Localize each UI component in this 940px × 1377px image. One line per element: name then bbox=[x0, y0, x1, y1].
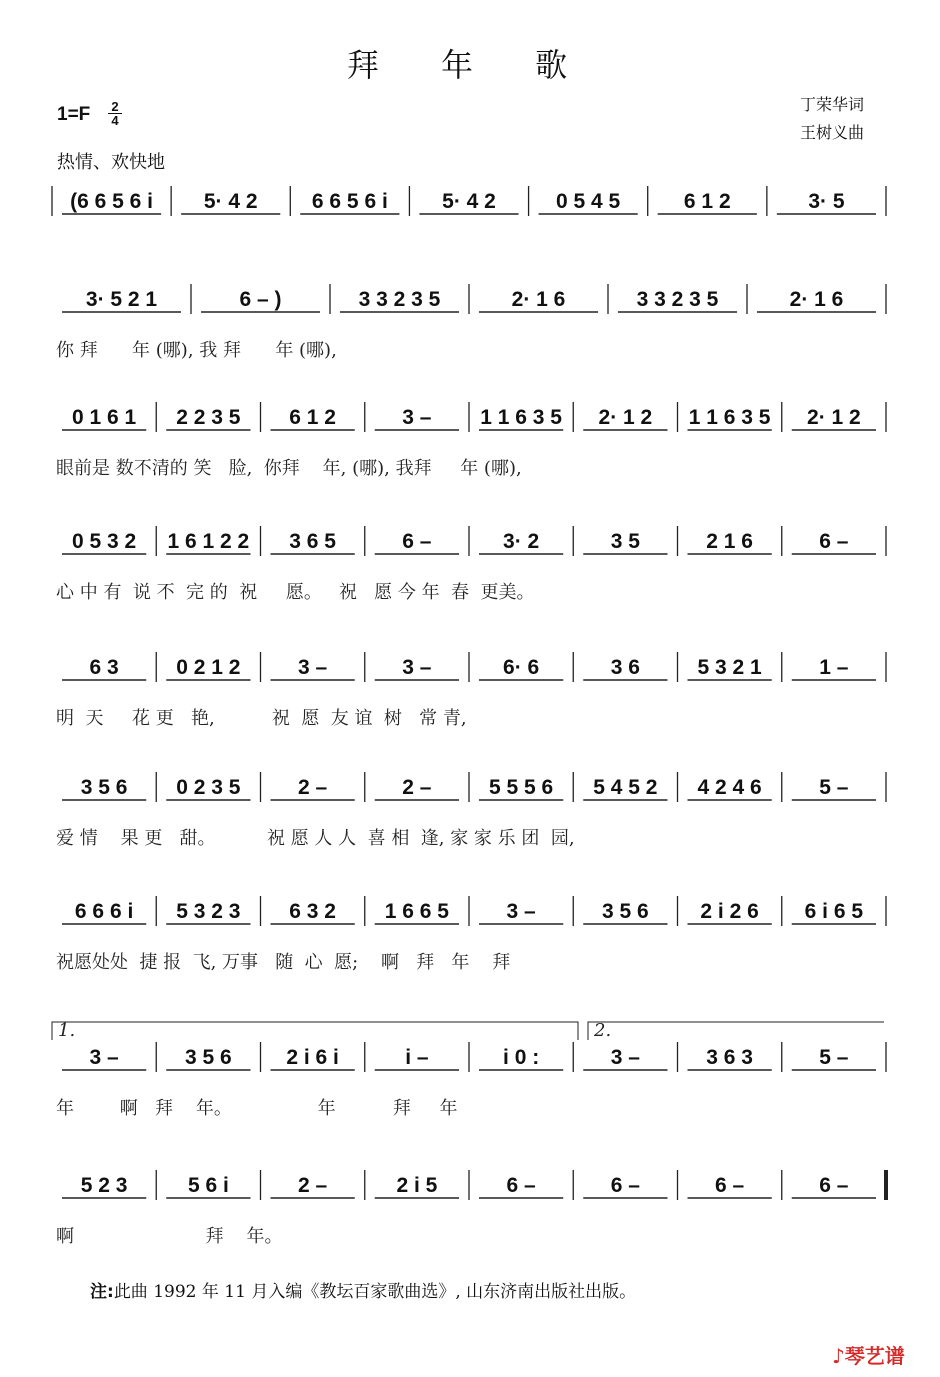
measure-notes: 5 2 3 bbox=[80, 1174, 128, 1197]
measure-notes: 6 1 2 bbox=[683, 190, 731, 213]
measure-notes: 2 i 2 6 bbox=[700, 900, 759, 923]
measure-notes: 5 5 5 6 bbox=[489, 776, 554, 799]
measure-notes: 3 6 3 bbox=[706, 1046, 753, 1069]
footnote-text: 此曲 1992 年 11 月入编《教坛百家歌曲选》, 山东济南出版社出版。 bbox=[113, 1282, 637, 1302]
measure-notes: 0 2 1 2 bbox=[176, 656, 241, 679]
measure-notes: 2· 1 6 bbox=[789, 288, 844, 311]
measure-notes: 6 – bbox=[610, 1174, 640, 1197]
tempo-marking: 热情、欢快地 bbox=[57, 152, 165, 173]
measure-notes: 6 3 bbox=[89, 656, 119, 679]
measure-notes: i – bbox=[405, 1046, 429, 1069]
measure-notes: 5 6 i bbox=[187, 1174, 229, 1197]
measure-notes: 5· 4 2 bbox=[203, 190, 258, 213]
lyrics-line: 你 拜 年 (哪), 我 拜 年 (哪), bbox=[56, 340, 337, 361]
lyrics-line: 心 中 有 说 不 完 的 祝 愿。 祝 愿 今 年 春 更美。 bbox=[56, 582, 535, 603]
volta-bracket-2 bbox=[588, 1022, 884, 1040]
measure-notes: 3 – bbox=[610, 1046, 640, 1069]
lyrics-line: 祝愿处处 捷 报 飞, 万事 随 心 愿; 啊 拜 年 拜 bbox=[56, 952, 511, 973]
time-sig-bottom: 4 bbox=[111, 113, 119, 128]
watermark-logo bbox=[832, 1340, 905, 1369]
key-signature: 1=F bbox=[57, 104, 91, 125]
volta-label-2: 2. bbox=[594, 1020, 612, 1041]
measure-notes: 3 – bbox=[506, 900, 536, 923]
measure-notes: 6 i 6 5 bbox=[804, 900, 864, 923]
measure-notes: 2 1 6 bbox=[706, 530, 753, 553]
measure-notes: 3· 5 bbox=[808, 190, 845, 213]
measure-notes: 1 1 6 3 5 bbox=[688, 406, 771, 429]
footnote-label: 注: bbox=[90, 1282, 114, 1302]
measure-notes: 2 2 3 5 bbox=[176, 406, 241, 429]
measure-notes: 6 – bbox=[402, 530, 432, 553]
measure-notes: 3· 2 bbox=[503, 530, 540, 553]
measure-notes: 3 5 6 bbox=[185, 1046, 232, 1069]
measure-notes: i 0 : bbox=[503, 1046, 540, 1069]
measure-notes: 0 5 4 5 bbox=[556, 190, 621, 213]
lyrics-line: 年 啊 拜 年。 年 拜 年 bbox=[56, 1098, 458, 1119]
volta-label-1: 1. bbox=[58, 1020, 76, 1041]
measure-notes: (6 6 5 6 i bbox=[70, 190, 154, 213]
volta-bracket-1 bbox=[52, 1022, 578, 1040]
measure-notes: 2 i 5 bbox=[396, 1174, 438, 1197]
lyricist-credit: 丁荣华词 bbox=[800, 95, 865, 114]
measure-notes: 2 – bbox=[298, 1174, 328, 1197]
measure-notes: 5 – bbox=[819, 1046, 849, 1069]
measure-notes: 1 6 1 2 2 bbox=[167, 530, 250, 553]
measure-notes: 3 5 6 bbox=[80, 776, 128, 799]
measure-notes: 6 – bbox=[715, 1174, 745, 1197]
measure-notes: 3 – bbox=[402, 656, 432, 679]
lyrics-line: 眼前是 数不清的 笑 脸, 你拜 年, (哪), 我拜 年 (哪), bbox=[56, 458, 522, 479]
measure-notes: 2· 1 2 bbox=[598, 406, 653, 429]
measure-notes: 6 3 2 bbox=[289, 900, 336, 923]
time-sig-top: 2 bbox=[108, 100, 122, 114]
measure-notes: 3· 5 2 1 bbox=[85, 288, 158, 311]
measure-notes: 3 5 6 bbox=[602, 900, 649, 923]
measure-notes: 2· 1 2 bbox=[807, 406, 861, 429]
measure-notes: 1 6 6 5 bbox=[384, 900, 449, 923]
measure-notes: 5· 4 2 bbox=[442, 190, 496, 213]
measure-notes: 5 3 2 1 bbox=[697, 656, 762, 679]
measure-notes: 4 2 4 6 bbox=[697, 776, 762, 799]
measure-notes: 2 – bbox=[402, 776, 432, 799]
lyrics-line: 爱 情 果 更 甜。 祝 愿 人 人 喜 相 逢, 家 家 乐 团 园, bbox=[56, 828, 575, 849]
measure-notes: 6 – ) bbox=[239, 288, 282, 311]
measure-notes: 0 1 6 1 bbox=[72, 406, 137, 429]
measure-notes: 3 – bbox=[298, 656, 328, 679]
measure-notes: 3 3 2 3 5 bbox=[358, 288, 441, 311]
measure-notes: 2· 1 6 bbox=[511, 288, 566, 311]
measure-notes: 0 2 3 5 bbox=[176, 776, 241, 799]
measure-notes: 5 4 5 2 bbox=[593, 776, 658, 799]
measure-notes: 5 3 2 3 bbox=[176, 900, 241, 923]
measure-notes: 0 5 3 2 bbox=[72, 530, 137, 553]
measure-notes: 5 – bbox=[819, 776, 849, 799]
lyrics-line: 明 天 花 更 艳, 祝 愿 友 谊 树 常 青, bbox=[56, 708, 467, 729]
measure-notes: 6 – bbox=[819, 1174, 849, 1197]
footnote bbox=[90, 1277, 636, 1302]
measure-notes: 6 6 6 i bbox=[74, 900, 134, 923]
measure-notes: 2 i 6 i bbox=[286, 1046, 339, 1069]
measure-notes: 3 – bbox=[402, 406, 432, 429]
watermark-text: 琴艺谱 bbox=[844, 1344, 905, 1368]
measure-notes: 2 – bbox=[298, 776, 328, 799]
measure-notes: 6 1 2 bbox=[289, 406, 336, 429]
song-title: 拜 年 歌 bbox=[346, 46, 594, 84]
measure-notes: 3 3 2 3 5 bbox=[636, 288, 719, 311]
measure-notes: 6 6 5 6 i bbox=[311, 190, 388, 213]
measure-notes: 3 – bbox=[89, 1046, 119, 1069]
measure-notes: 3 6 5 bbox=[289, 530, 336, 553]
composer-credit: 王树义曲 bbox=[800, 123, 865, 142]
logo-icon: ♪ bbox=[832, 1344, 845, 1368]
measure-notes: 1 1 6 3 5 bbox=[480, 406, 562, 429]
measure-notes: 6 – bbox=[506, 1174, 536, 1197]
measure-notes: 6 – bbox=[819, 530, 849, 553]
measure-notes: 6· 6 bbox=[503, 656, 540, 679]
measure-notes: 3 5 bbox=[610, 530, 640, 553]
measure-notes: 1 – bbox=[819, 656, 849, 679]
lyrics-line: 啊 拜 年。 bbox=[56, 1226, 283, 1247]
measure-notes: 3 6 bbox=[610, 656, 640, 679]
